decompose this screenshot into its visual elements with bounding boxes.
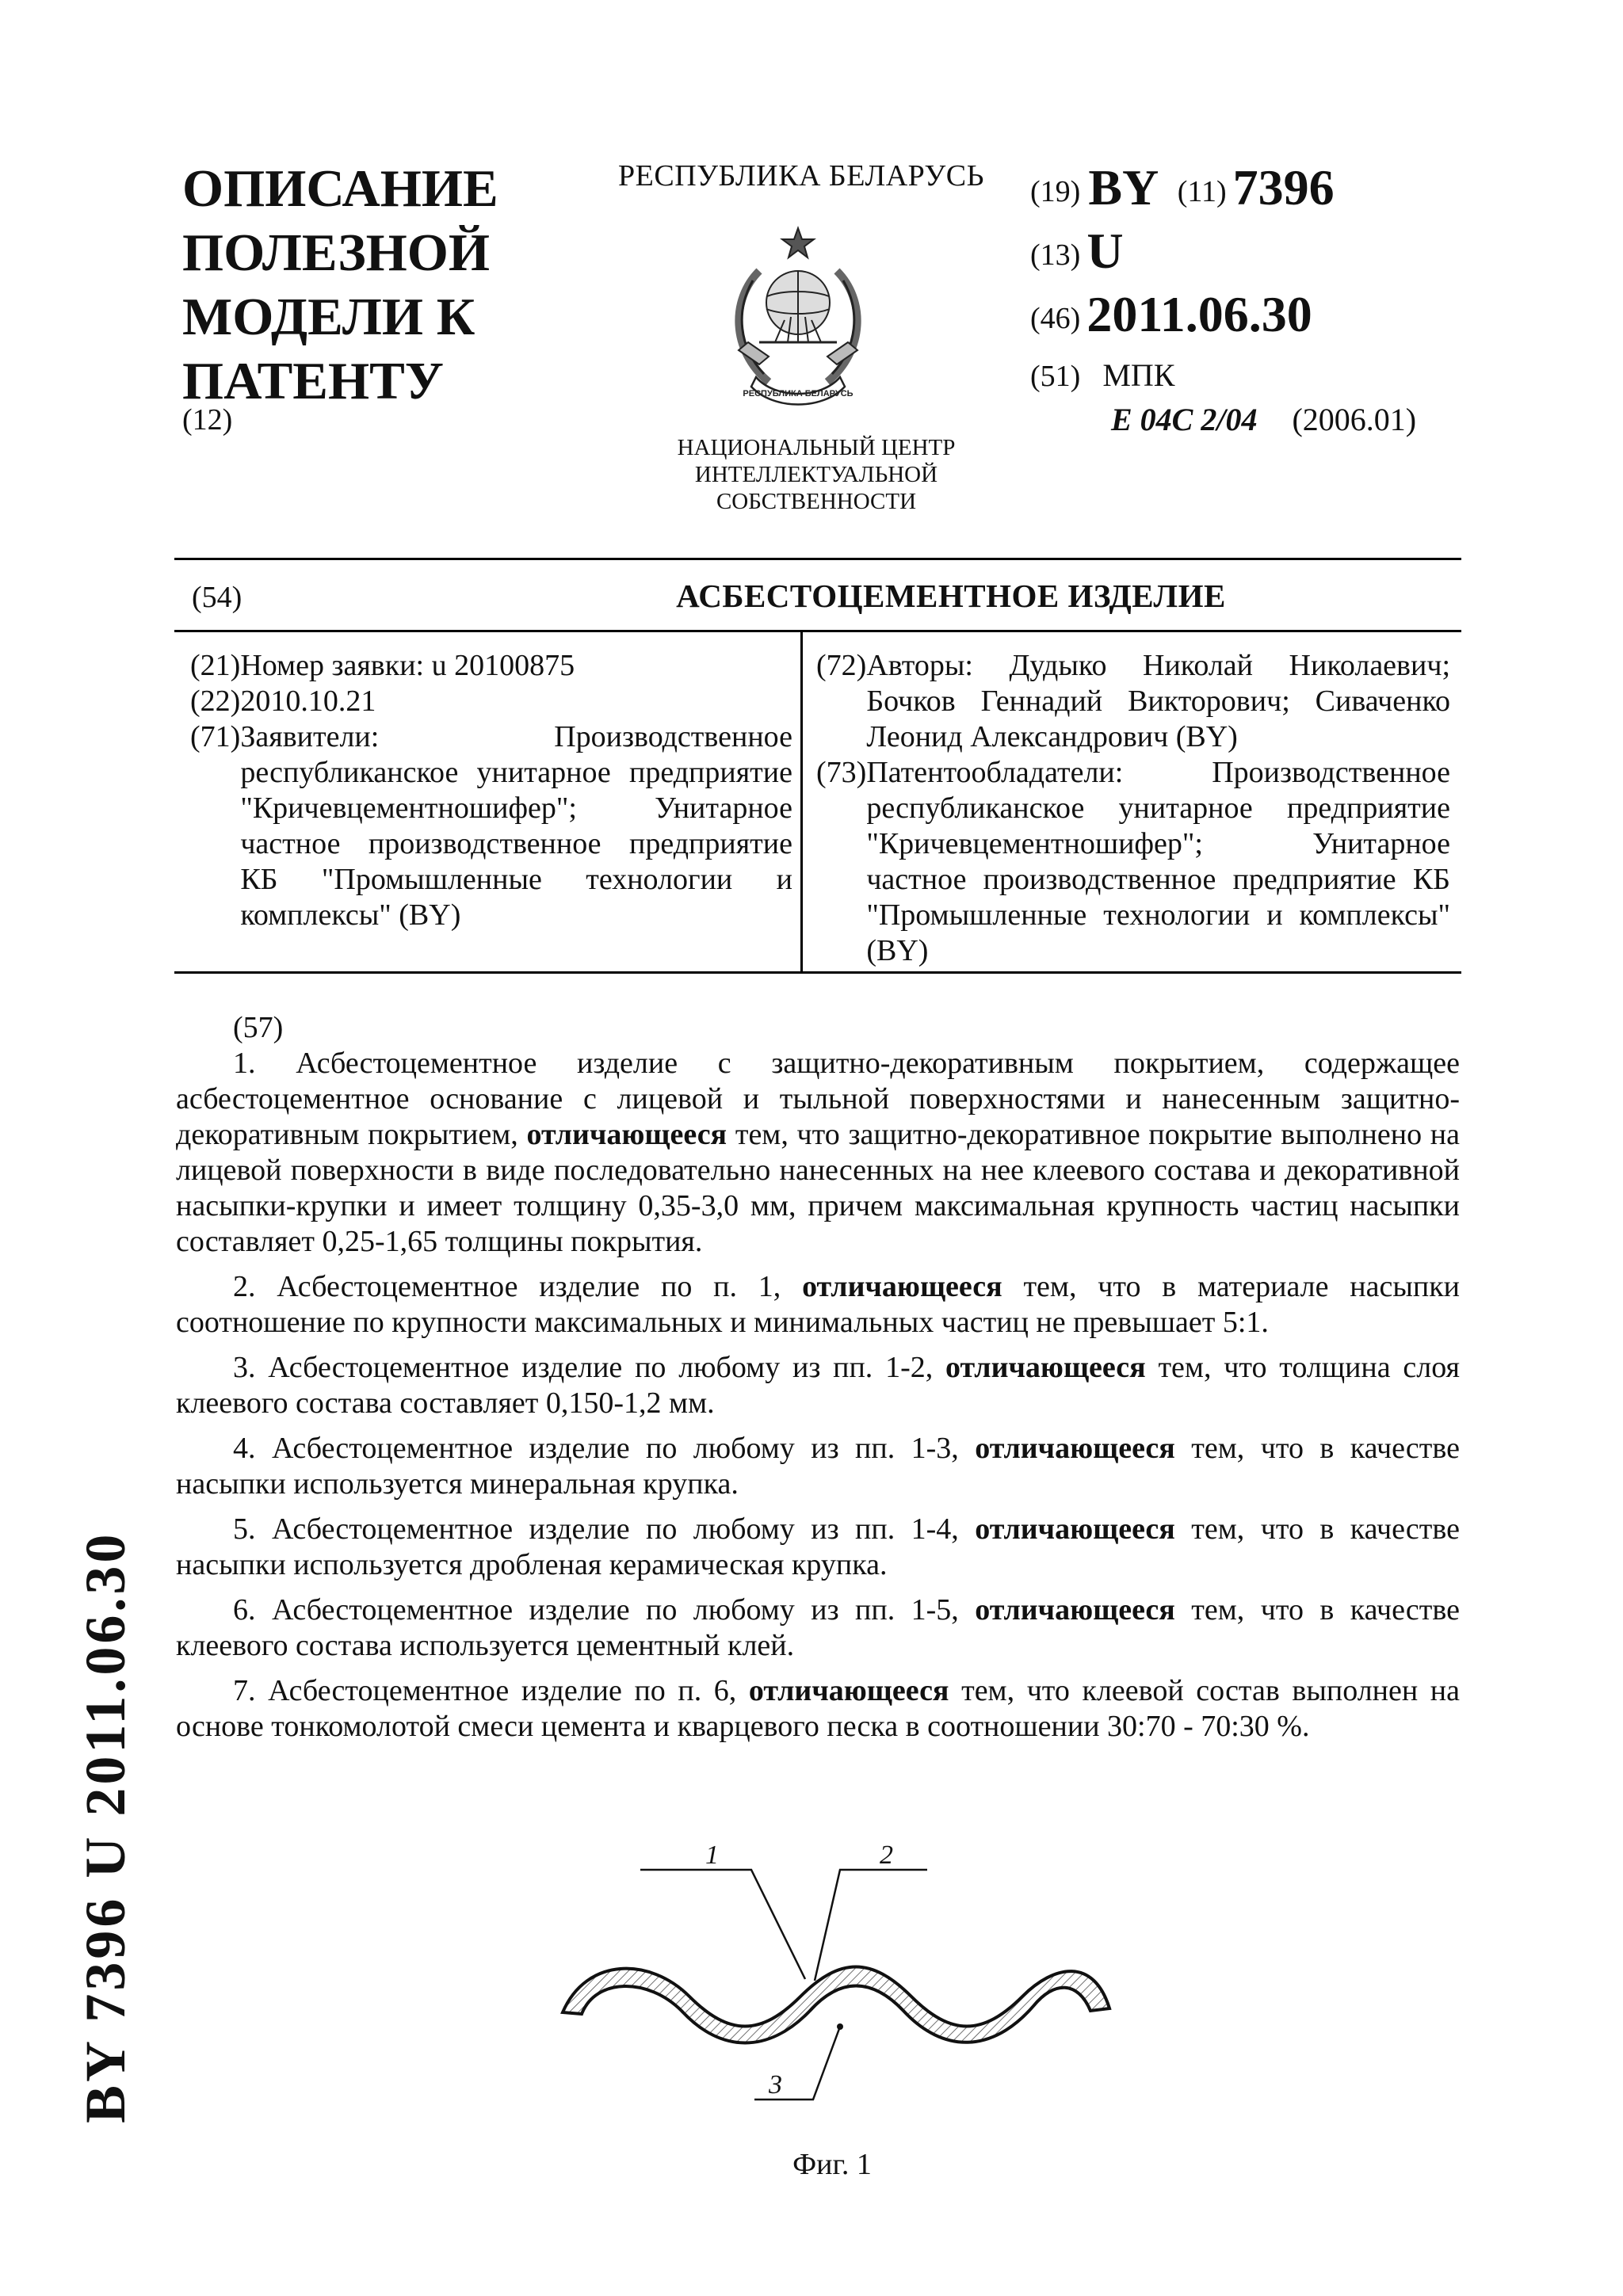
claim-5-part-a: 5. Асбестоцементное изделие по любому из пп. 1-4, — [233, 1512, 976, 1546]
claim-7 — [176, 1673, 1460, 1745]
side-patent-id: BY 7396 U 2011.06.30 — [74, 1531, 137, 2123]
code-72: (72) — [816, 649, 867, 682]
mpk-label: МПК — [1102, 357, 1175, 393]
title-rule — [174, 630, 1461, 632]
office-line-1: НАЦИОНАЛЬНЫЙ ЦЕНТР — [677, 435, 956, 460]
claim-7-keyword: отличающееся — [748, 1674, 949, 1707]
claim-5-part-b: тем, что в качестве насыпки используется дробленая керамическая крупка. — [176, 1512, 1460, 1581]
patent-holders: Патентообладатели: Производственное республиканское унитарное предприятие "Кричевцементношифер"; Унитарное частное производственное предприятие КБ "Промышленные технологии и комплексы" (BY) — [866, 756, 1450, 967]
code-51: (51) — [1030, 360, 1081, 393]
title-line-1: ОПИСАНИЕ — [182, 159, 498, 218]
claim-6 — [176, 1592, 1460, 1664]
code-12: (12) — [182, 403, 233, 437]
application-number: Номер заявки: u 20100875 — [240, 649, 575, 682]
country-code: BY — [1088, 159, 1159, 215]
entry-21 — [190, 648, 792, 684]
claim-3 — [176, 1350, 1460, 1421]
bib-bottom-rule — [174, 971, 1461, 974]
mpk-classification — [1111, 401, 1416, 438]
entry-71 — [190, 719, 792, 933]
code-54: (54) — [192, 581, 242, 614]
filing-date: 2010.10.21 — [240, 685, 376, 718]
claim-1 — [176, 1046, 1460, 1260]
claim-6-part-a: 6. Асбестоцементное изделие по любому из пп. 1-5, — [233, 1593, 976, 1627]
claim-4-keyword: отличающееся — [975, 1432, 1175, 1465]
claim-1-part-a: 1. Асбестоцементное изделие с защитно-декоративным покрытием, содержащее асбестоцементное основание с лицевой и тыльной поверхностями и нанесенным защитно-декоративным покрытием, — [176, 1047, 1460, 1151]
leader-line-1 — [640, 1870, 805, 1979]
entry-72 — [816, 648, 1450, 755]
claim-4-part-b: тем, что в качестве насыпки используется минеральная крупка. — [176, 1432, 1460, 1501]
claim-7-part-b: тем, что клеевой состав выполнен на основе тонкомолотой смеси цемента и кварцевого песка в соотношении 30:70 - 70:30 %. — [176, 1674, 1460, 1743]
claim-2 — [176, 1269, 1460, 1341]
claim-2-keyword: отличающееся — [802, 1270, 1002, 1303]
document-title — [182, 157, 594, 414]
claim-1-part-b: тем, что защитно-декоративное покрытие выполнено на лицевой поверхности в виде последовательно нанесенных на нее клеевого состава и декоративной насыпки-крупки и имеет толщину 0,35-3,0 мм, причем максимальная крупность частиц насыпки составляет 0,25-1,65 толщины покрытия. — [176, 1118, 1460, 1258]
claims-section — [176, 1010, 1460, 1745]
claim-5-keyword: отличающееся — [975, 1512, 1175, 1546]
claim-5 — [176, 1512, 1460, 1583]
claim-3-keyword: отличающееся — [945, 1351, 1146, 1384]
mpk-version: (2006.01) — [1292, 402, 1417, 437]
mpk-code: E 04C 2/04 — [1111, 402, 1258, 437]
office-line-2: ИНТЕЛЛЕКТУАЛЬНОЙ — [694, 462, 938, 487]
figure-label-2: 2 — [880, 1840, 893, 1870]
sheet-profile — [563, 1967, 1109, 2043]
title-line-3: МОДЕЛИ К — [182, 288, 475, 346]
code-22: (22) — [190, 685, 241, 718]
code-11: (11) — [1177, 175, 1227, 208]
figure-label-3: 3 — [769, 2070, 782, 2100]
code-46: (46) — [1030, 302, 1081, 335]
bib-right-column — [816, 648, 1450, 969]
authors: Авторы: Дудыко Николай Николаевич; Бочков Геннадий Викторович; Сиваченко Леонид Александрович (BY) — [866, 649, 1450, 753]
claim-1-keyword: отличающееся — [526, 1118, 727, 1151]
code-71: (71) — [190, 720, 241, 753]
title-line-2: ПОЛЕЗНОЙ — [182, 223, 491, 282]
claim-4 — [176, 1431, 1460, 1502]
claim-2-part-b: тем, что в материале насыпки соотношение по крупности максимальных и минимальных частиц не превышает 5:1. — [176, 1270, 1460, 1339]
bib-kind — [1030, 222, 1124, 280]
patent-number: 7396 — [1232, 159, 1335, 215]
title-line-4: ПАТЕНТУ — [182, 352, 444, 410]
belarus-emblem-icon — [712, 223, 884, 410]
figure-1 — [555, 1838, 1125, 2123]
code-57: (57) — [233, 1011, 284, 1044]
entry-73 — [816, 755, 1450, 969]
claim-2-part-a: 2. Асбестоцементное изделие по п. 1, — [233, 1270, 803, 1303]
claim-6-part-b: тем, что в качестве клеевого состава используется цементный клей. — [176, 1593, 1460, 1662]
bib-date — [1030, 285, 1312, 344]
office-line-3: СОБСТВЕННОСТИ — [716, 489, 917, 514]
entry-22 — [190, 684, 792, 719]
bib-mpk — [1030, 357, 1174, 394]
bib-country-number — [1030, 158, 1335, 217]
publication-date: 2011.06.30 — [1086, 286, 1312, 342]
figure-label-1: 1 — [705, 1840, 719, 1870]
office-name — [626, 434, 1006, 515]
applicants: Заявители: Производственное республиканское унитарное предприятие "Кричевцементношифер"; Унитарное частное производственное предприятие КБ "Промышленные технологии и комплексы" (BY) — [240, 720, 792, 932]
code-19: (19) — [1030, 175, 1081, 208]
claim-6-keyword: отличающееся — [975, 1593, 1175, 1627]
claim-4-part-a: 4. Асбестоцементное изделие по любому из пп. 1-3, — [233, 1432, 976, 1465]
claim-3-part-b: тем, что толщина слоя клеевого состава составляет 0,150-1,2 мм. — [176, 1351, 1461, 1420]
column-divider — [800, 631, 803, 972]
emblem-ribbon-text: РЕСПУБЛИКА БЕЛАРУСЬ — [743, 389, 854, 399]
kind-code: U — [1086, 223, 1124, 279]
invention-title: АСБЕСТОЦЕМЕНТНОЕ ИЗДЕЛИЕ — [676, 578, 1226, 614]
bib-left-column — [190, 648, 792, 933]
code-73: (73) — [816, 756, 867, 789]
code-13: (13) — [1030, 238, 1081, 272]
code-21: (21) — [190, 649, 241, 682]
claim-7-part-a: 7. Асбестоцементное изделие по п. 6, — [233, 1674, 749, 1707]
figure-caption: Фиг. 1 — [792, 2148, 872, 2181]
republic-label: РЕСПУБЛИКА БЕЛАРУСЬ — [618, 159, 984, 193]
top-rule — [174, 558, 1461, 560]
leader-line-2 — [815, 1870, 927, 1981]
claim-3-part-a: 3. Асбестоцементное изделие по любому из пп. 1-2, — [233, 1351, 946, 1384]
